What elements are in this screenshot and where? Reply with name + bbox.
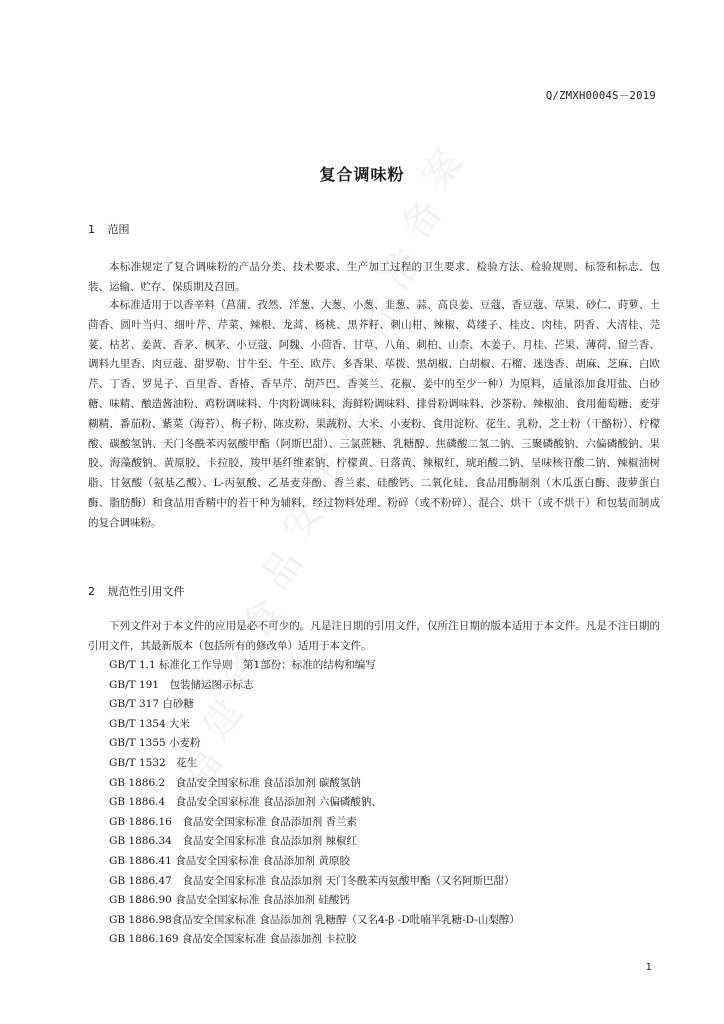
section-number: 1 xyxy=(88,223,95,236)
page-number: 1 xyxy=(645,962,652,973)
section-2-heading xyxy=(88,583,185,599)
watermark: 案 备 准 标 业 企 全 安 品 食 省 建 福 xyxy=(172,141,471,798)
section-title: 规范性引用文件 xyxy=(107,585,185,598)
references-intro-paragraph: 下列文件对于本文件的应用是必不可少的。凡是注日期的引用文件，仅所注日期的版本适用于本文件。凡是不注日期的引用文件，其最新版本（包括所有的修改单）适用于本文件。 xyxy=(88,620,660,652)
reference-item: GB 1886.169 食品安全国家标准 食品添加剂 卡拉胶 xyxy=(109,933,357,946)
scope-paragraph-2: 本标准适用于以香辛料（菖蒲、孜然、洋葱、大葱、小葱、韭葱、蒜、高良姜、豆蔻、香豆蔻、草果、砂仁、莳萝、土茴香、圆叶当归、细叶芹、芹菜、辣根、龙蒿、杨桃、黑芥籽、刺山柑、辣椒、葛缕子、桂皮、肉桂、阴香、大清桂、芫荽、枯茗、姜黄、香茅、枫茅、小豆蔻、阿魏、小茴香、甘草、八角、刺柏、山柰、木姜子、月桂、芒果、薄荷、留兰香、调料九里香、肉豆蔻、甜罗勒、甘牛至、牛至、欧芹、多香果、荜拨、黑胡椒、白胡椒、石榴、迷迭香、胡麻、芝麻、白欧芹、丁香、罗晃子、百里香、香椿、香旱芹、胡芦巴、香荚兰、花椒、姜中的至少一种）为原料，适量添加食用盐、白砂糖、味精、酿造酱油粉、鸡粉调味料、牛肉粉调味料、海鲜粉调味料、排骨粉调味料、沙茶粉、辣椒油、食用葡萄糖、麦芽糊精、番茄粉、紫菜（海苔）、梅子粉、陈皮粉、果蔬粉、大米、小麦粉、食用淀粉、花生、乳粉、芝士粉（干酪粉）、柠檬酸、碳酸氢钠、天门冬酰苯丙氨酸甲酯（阿斯巴甜）、三氯蔗糖、乳糖醇、焦磷酸二氢二钠、三聚磷酸钠、六偏磷酸钠、果胶、海藻酸钠、黄原胶、卡拉胶、羧甲基纤维素钠、柠檬黄、日落黄、辣椒红、琥珀酸二钠、呈味核苷酸二钠、辣椒油树脂、甘氨酸（氨基乙酸）、L-丙氨酸、乙基麦芽酚、香兰素、硅酸钙、二氧化硅、食品用酶制剂（木瓜蛋白酶、菠萝蛋白酶、脂肪酶）和食品用香精中的若干种为辅料，经过物料处理、粉碎（或不粉碎）、混合、烘干（或不烘干）和包装而制成的复合调味粉。 xyxy=(88,299,660,529)
scope-paragraph-1: 本标准规定了复合调味粉的产品分类、技术要求、生产加工过程的卫生要求、检验方法、检验规则、标签和标志、包装、运输、贮存、保质期及召回。 xyxy=(88,261,660,293)
reference-item: GB/T 191 包装储运图示标志 xyxy=(109,678,254,691)
reference-item: GB/T 1.1 标准化工作导则 第1部份：标准的结构和编写 xyxy=(109,659,376,671)
page-title: 复合调味粉 xyxy=(319,165,405,184)
reference-item: GB 1886.98食品安全国家标准 食品添加剂 乳糖醇（又名4-β -D吡喃半乳糖-D-山梨醇） xyxy=(109,913,520,926)
reference-item: GB/T 1354 大米 xyxy=(109,717,191,730)
reference-item: GB/T 317 白砂糖 xyxy=(109,698,194,711)
section-title: 范围 xyxy=(107,223,130,236)
reference-item: GB/T 1532 花生 xyxy=(109,756,198,769)
section-number: 2 xyxy=(88,585,95,598)
reference-item: GB 1886.90 食品安全国家标准 食品添加剂 硅酸钙 xyxy=(109,894,350,907)
reference-item: GB 1886.41 食品安全国家标准 食品添加剂 黄原胶 xyxy=(109,854,350,867)
document-number: Q/ZMXH0004S－2019 xyxy=(545,90,656,102)
reference-item: GB 1886.34 食品安全国家标准 食品添加剂 辣椒红 xyxy=(109,835,358,848)
reference-item: GB/T 1355 小麦粉 xyxy=(109,737,201,750)
section-1-heading xyxy=(88,221,130,237)
reference-item: GB 1886.47 食品安全国家标准 食品添加剂 天门冬酰苯丙氨酸甲酯（又名阿斯巴甜） xyxy=(109,874,515,887)
reference-list xyxy=(109,656,669,950)
reference-item: GB 1886.2 食品安全国家标准 食品添加剂 碳酸氢钠 xyxy=(109,776,361,789)
reference-item: GB 1886.4 食品安全国家标准 食品添加剂 六偏磷酸钠、 xyxy=(109,796,382,809)
reference-item: GB 1886.16 食品安全国家标准 食品添加剂 香兰素 xyxy=(109,815,358,828)
